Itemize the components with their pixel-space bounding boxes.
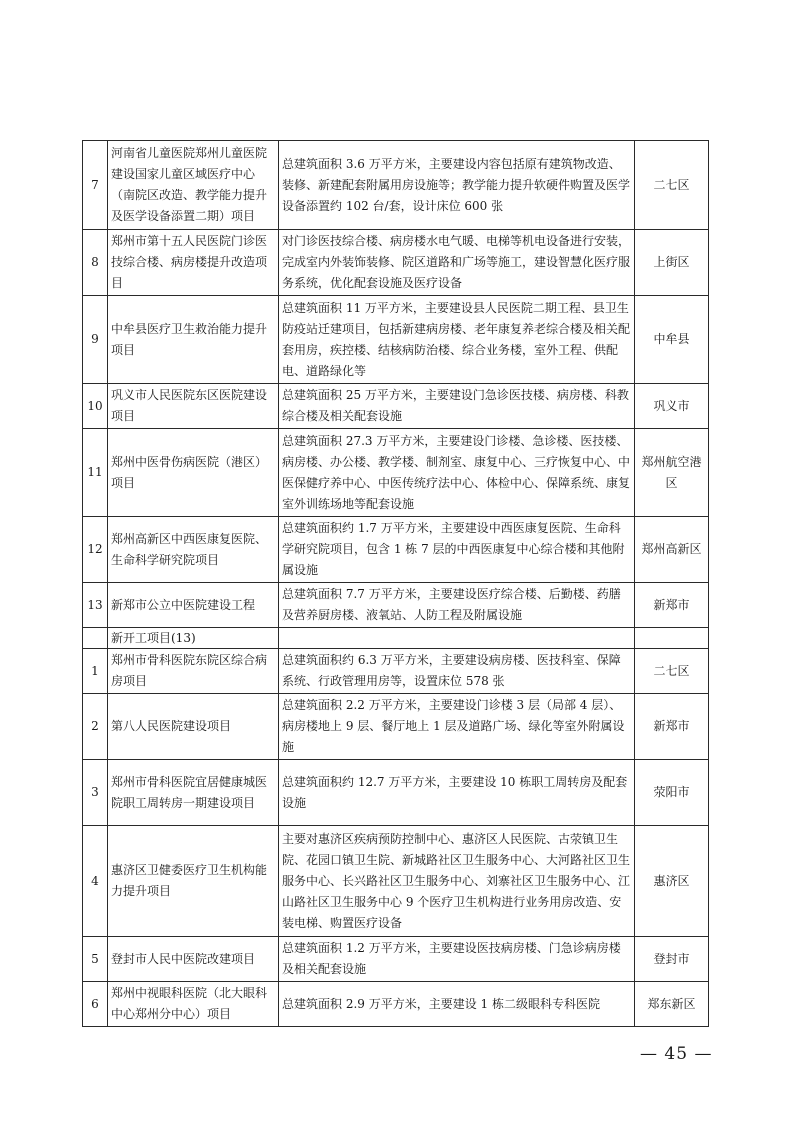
project-location: 中牟县 xyxy=(635,296,709,384)
project-name: 惠济区卫健委医疗卫生机构能力提升项目 xyxy=(108,826,279,937)
table-row xyxy=(83,826,709,937)
project-name: 郑州高新区中西医康复医院、生命科学研究院项目 xyxy=(108,517,279,583)
table-row xyxy=(83,517,709,583)
table-row xyxy=(83,384,709,429)
table-row xyxy=(83,760,709,826)
project-name: 新郑市公立中医院建设工程 xyxy=(108,583,279,628)
project-description: 主要对惠济区疾病预防控制中心、惠济区人民医院、古荥镇卫生院、花园口镇卫生院、新城路社区卫生服务中心、大河路社区卫生服务中心、长兴路社区卫生服务中心、刘寨社区卫生服务中心、江山路社区卫生服务中心 9 个医疗卫生机构进行业务用房改造、安装电梯、购置医疗设备 xyxy=(279,826,635,937)
project-name: 郑州中医骨伤病医院（港区）项目 xyxy=(108,429,279,517)
project-description: 总建筑面积 25 万平方米，主要建设门急诊医技楼、病房楼、科教综合楼及相关配套设施 xyxy=(279,384,635,429)
row-index: 5 xyxy=(83,937,108,982)
table-row xyxy=(83,141,709,230)
project-description: 总建筑面积 27.3 万平方米，主要建设门诊楼、急诊楼、医技楼、病房楼、办公楼、教学楼、制剂室、康复中心、三疗恢复中心、中医保健疗养中心、中医传统疗法中心、体检中心、保障系统、康复室外训练场地等配套设施 xyxy=(279,429,635,517)
row-index: 4 xyxy=(83,826,108,937)
table-row xyxy=(83,982,709,1027)
project-location: 新郑市 xyxy=(635,583,709,628)
project-location: 郑州高新区 xyxy=(635,517,709,583)
row-index: 8 xyxy=(83,230,108,296)
project-description: 总建筑面积 7.7 万平方米，主要建设医疗综合楼、后勤楼、药膳及营养厨房楼、液氧站、人防工程及附属设施 xyxy=(279,583,635,628)
row-index: 13 xyxy=(83,583,108,628)
project-description: 对门诊医技综合楼、病房楼水电气暖、电梯等机电设备进行安装，完成室内外装饰装修、院区道路和广场等施工，建设智慧化医疗服务系统，优化配套设施及医疗设备 xyxy=(279,230,635,296)
project-location: 惠济区 xyxy=(635,826,709,937)
row-index: 10 xyxy=(83,384,108,429)
page-number: — 45 — xyxy=(640,1044,713,1064)
row-index: 12 xyxy=(83,517,108,583)
project-description: 总建筑面积约 12.7 万平方米，主要建设 10 栋职工周转房及配套设施 xyxy=(279,760,635,826)
row-index: 3 xyxy=(83,760,108,826)
project-location: 新郑市 xyxy=(635,694,709,760)
project-location: 二七区 xyxy=(635,649,709,694)
project-location: 郑州航空港区 xyxy=(635,429,709,517)
project-location: 荥阳市 xyxy=(635,760,709,826)
section-label: 新开工项目(13) xyxy=(108,628,279,649)
project-description: 总建筑面积约 1.7 万平方米，主要建设中西医康复医院、生命科学研究院项目，包含 1 栋 7 层的中西医康复中心综合楼和其他附属设施 xyxy=(279,517,635,583)
project-location: 郑东新区 xyxy=(635,982,709,1027)
project-description: 总建筑面积 2.9 万平方米，主要建设 1 栋二级眼科专科医院 xyxy=(279,982,635,1027)
section-row xyxy=(83,628,709,649)
project-name: 郑州市第十五人民医院门诊医技综合楼、病房楼提升改造项目 xyxy=(108,230,279,296)
project-description: 总建筑面积 3.6 万平方米，主要建设内容包括原有建筑物改造、装修、新建配套附属用房设施等；教学能力提升软硬件购置及医学设备添置约 102 台/套，设计床位 600 张 xyxy=(279,141,635,230)
project-name: 郑州市骨科医院东院区综合病房项目 xyxy=(108,649,279,694)
project-name: 郑州市骨科医院宜居健康城医院职工周转房一期建设项目 xyxy=(108,760,279,826)
project-name: 郑州中视眼科医院（北大眼科中心郑州分中心）项目 xyxy=(108,982,279,1027)
project-location: 巩义市 xyxy=(635,384,709,429)
project-description: 总建筑面积 2.2 万平方米，主要建设门诊楼 3 层（局部 4 层）、病房楼地上 9 层、餐厅地上 1 层及道路广场、绿化等室外附属设施 xyxy=(279,694,635,760)
table-row xyxy=(83,429,709,517)
project-name: 中牟县医疗卫生救治能力提升项目 xyxy=(108,296,279,384)
project-location: 登封市 xyxy=(635,937,709,982)
row-index: 1 xyxy=(83,649,108,694)
row-index: 9 xyxy=(83,296,108,384)
table-row xyxy=(83,694,709,760)
project-name: 登封市人民中医院改建项目 xyxy=(108,937,279,982)
table-row xyxy=(83,937,709,982)
project-name: 河南省儿童医院郑州儿童医院建设国家儿童区域医疗中心（南院区改造、教学能力提升及医学设备添置二期）项目 xyxy=(108,141,279,230)
project-location: 二七区 xyxy=(635,141,709,230)
table-row xyxy=(83,230,709,296)
table-row xyxy=(83,296,709,384)
project-name: 第八人民医院建设项目 xyxy=(108,694,279,760)
table-row xyxy=(83,583,709,628)
row-index: 7 xyxy=(83,141,108,230)
row-index: 11 xyxy=(83,429,108,517)
project-description: 总建筑面积 11 万平方米，主要建设县人民医院二期工程、县卫生防疫站迁建项目，包括新建病房楼、老年康复养老综合楼及相关配套用房，疾控楼、结核病防治楼、综合业务楼，室外工程、供配电、道路绿化等 xyxy=(279,296,635,384)
project-location: 上街区 xyxy=(635,230,709,296)
table-row xyxy=(83,649,709,694)
row-index: 6 xyxy=(83,982,108,1027)
project-table xyxy=(82,140,709,1027)
project-description: 总建筑面积约 6.3 万平方米，主要建设病房楼、医技科室、保障系统、行政管理用房等，设置床位 578 张 xyxy=(279,649,635,694)
project-description: 总建筑面积 1.2 万平方米，主要建设医技病房楼、门急诊病房楼及相关配套设施 xyxy=(279,937,635,982)
project-name: 巩义市人民医院东区医院建设项目 xyxy=(108,384,279,429)
row-index: 2 xyxy=(83,694,108,760)
